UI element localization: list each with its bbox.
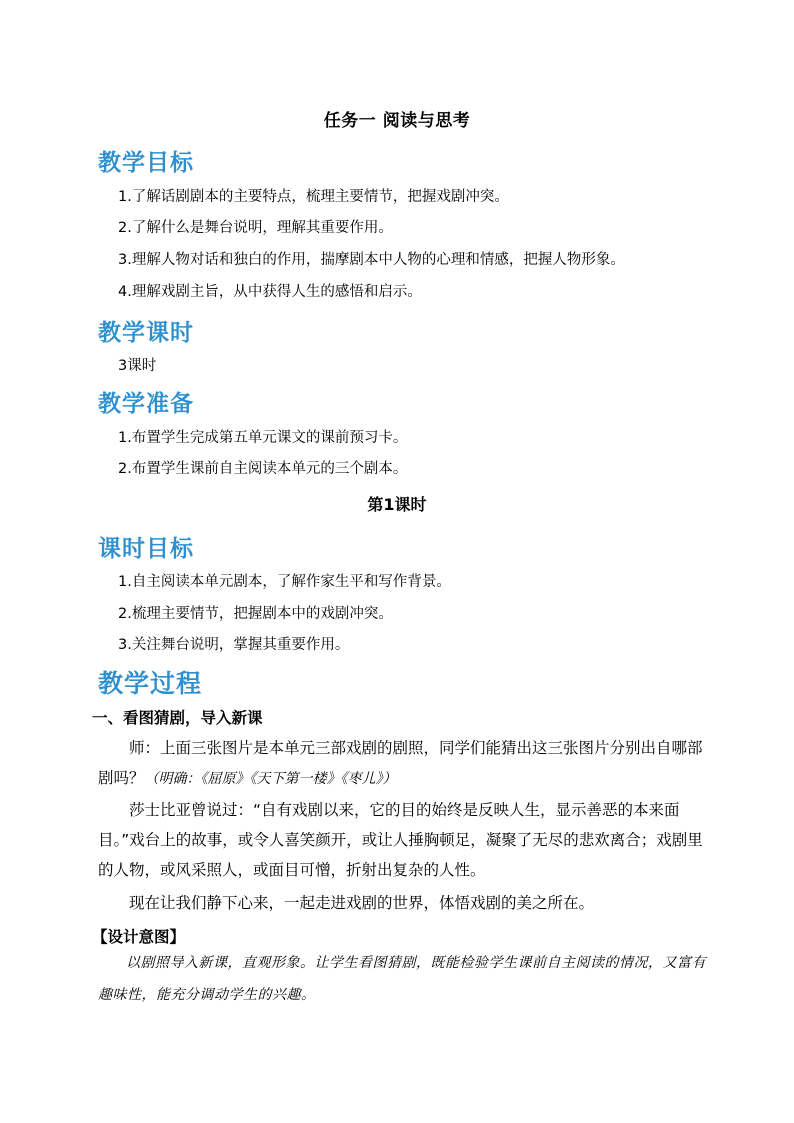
section-heading-preparation: 教学准备 [98, 391, 194, 417]
document-title: 任务一 阅读与思考 [323, 111, 471, 131]
goal-item: 1.了解话剧剧本的主要特点，梳理主要情节，把握戏剧冲突。 [118, 189, 509, 205]
lesson-goal-item: 3.关注舞台说明，掌握其重要作用。 [118, 637, 350, 653]
section-heading-goals: 教学目标 [98, 150, 194, 176]
answer-note: （明确：《屈原》《天下第一楼》《枣儿》） [144, 771, 397, 787]
paragraph-text: 师：上面三张图片是本单元三部戏剧的剧照，同学们能猜出这三张图片分别出自哪部剧吗？ [98, 739, 703, 787]
lesson-title: 第1课时 [367, 495, 427, 514]
process-paragraph [98, 733, 703, 794]
goal-item: 4.理解戏剧主旨，从中获得人生的感悟和启示。 [118, 284, 422, 300]
process-subheading: 一、看图猜剧，导入新课 [92, 709, 263, 727]
design-intent-label: 【设计意图】 [92, 928, 186, 946]
goal-item: 3.理解人物对话和独白的作用，揣摩剧本中人物的心理和情感，把握人物形象。 [118, 252, 625, 268]
section-heading-hours: 教学课时 [98, 320, 194, 346]
hours-value: 3课时 [118, 358, 157, 374]
lesson-goal-item: 1.自主阅读本单元剧本，了解作家生平和写作背景。 [118, 574, 451, 590]
preparation-item: 1.布置学生完成第五单元课文的课前预习卡。 [118, 430, 408, 446]
section-heading-process: 教学过程 [98, 669, 203, 698]
process-paragraph: 现在让我们静下心来，一起走进戏剧的世界，体悟戏剧的美之所在。 [129, 894, 595, 912]
lesson-goal-item: 2.梳理主要情节，把握剧本中的戏剧冲突。 [118, 606, 393, 622]
process-paragraph: 莎士比亚曾说过：“自有戏剧以来，它的目的始终是反映人生，显示善恶的本来面目。”戏台上的故事，或令人喜笑颜开，或让人捶胸顿足，凝聚了无尽的悲欢离合；戏剧里的人物，或风采照人，或面目可憎，折射出复杂的人性。 [98, 801, 703, 879]
design-intent-text: 以剧照导入新课，直观形象。让学生看图猜剧，既能检验学生课前自主阅读的情况，又富有趣味性，能充分调动学生的兴趣。 [98, 955, 706, 1003]
section-heading-lesson-goals: 课时目标 [98, 536, 194, 562]
preparation-item: 2.布置学生课前自主阅读本单元的三个剧本。 [118, 461, 408, 477]
goal-item: 2.了解什么是舞台说明，理解其重要作用。 [118, 220, 393, 236]
